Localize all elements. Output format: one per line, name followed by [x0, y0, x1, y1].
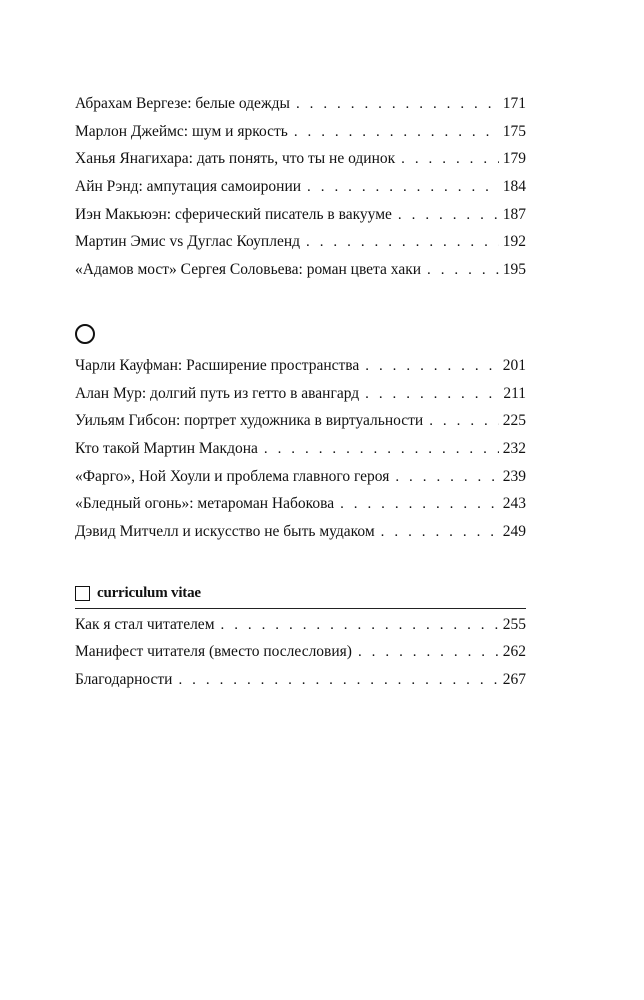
- toc-section-two: [75, 352, 526, 546]
- toc-entry-title: «Адамов мост» Сергея Соловьева: роман цвета хаки: [75, 261, 422, 279]
- toc-entry-title: Айн Рэнд: ампутация самоиронии: [75, 178, 302, 196]
- dot-leader: [307, 174, 499, 202]
- toc-entry-page: 179: [502, 150, 526, 168]
- toc-entry-page: 267: [502, 671, 526, 688]
- toc-entry[interactable]: [75, 201, 526, 229]
- toc-entry[interactable]: [75, 463, 526, 491]
- toc-entry-page: 201: [502, 356, 526, 374]
- toc-entry-title: Абрахам Вергезе: белые одежды: [75, 95, 290, 112]
- toc-entry[interactable]: [75, 380, 526, 408]
- dot-leader: [221, 612, 499, 640]
- section-heading-label: curriculum vitae: [97, 585, 201, 602]
- toc-entry-page: 232: [502, 439, 526, 457]
- toc-entry[interactable]: [75, 666, 526, 694]
- toc-entry-page: 187: [502, 205, 526, 223]
- dot-leader: [381, 519, 499, 547]
- toc-entry-page: 255: [502, 615, 526, 633]
- toc-entry-title: Мартин Эмис vs Дуглас Коупленд: [75, 233, 301, 251]
- dot-leader: [398, 202, 499, 230]
- dot-leader: [365, 353, 498, 381]
- toc-entry-page: 195: [502, 261, 526, 279]
- toc-entry[interactable]: [75, 490, 526, 518]
- toc-entry[interactable]: [75, 638, 526, 666]
- toc-entry[interactable]: [75, 118, 526, 146]
- toc-entry-title: Иэн Макьюэн: сферический писатель в вакууме: [75, 205, 392, 223]
- toc-entry-page: 239: [502, 467, 526, 485]
- toc-entry-page: 243: [502, 495, 526, 513]
- dot-leader: [306, 229, 499, 257]
- toc-entry[interactable]: [75, 90, 526, 118]
- toc-entry-page: 225: [502, 412, 526, 430]
- toc-entry-page: 249: [502, 522, 526, 540]
- section-heading: [75, 580, 526, 608]
- toc-entry-page: 184: [502, 178, 526, 196]
- toc-entry-title: «Фарго», Ной Хоули и проблема главного героя: [75, 467, 390, 485]
- toc-entry[interactable]: [75, 256, 526, 284]
- dot-leader: [365, 381, 499, 409]
- toc-entry-title: Кто такой Мартин Макдона: [75, 439, 258, 457]
- dot-leader: [178, 667, 498, 695]
- square-icon: [75, 586, 90, 601]
- toc-entry-page: 211: [503, 384, 526, 402]
- toc-section-three: [75, 611, 526, 694]
- divider: [75, 608, 526, 609]
- table-of-contents: [75, 90, 526, 694]
- toc-entry-page: 262: [502, 643, 526, 661]
- toc-entry[interactable]: [75, 228, 526, 256]
- dot-leader: [264, 436, 499, 464]
- toc-entry-title: Уильям Гибсон: портрет художника в виртуальности: [75, 412, 424, 430]
- toc-entry-title: «Бледный огонь»: метароман Набокова: [75, 495, 335, 513]
- toc-entry[interactable]: [75, 145, 526, 173]
- dot-leader: [429, 408, 499, 436]
- toc-entry[interactable]: [75, 611, 526, 639]
- toc-section-one: [75, 90, 526, 284]
- toc-entry-title: Чарли Кауфман: Расширение пространства: [75, 356, 360, 374]
- toc-entry-page: 175: [502, 122, 526, 140]
- toc-entry-title: Ханья Янагихара: дать понять, что ты не одинок: [75, 150, 396, 168]
- dot-leader: [294, 119, 499, 147]
- dot-leader: [395, 464, 498, 492]
- toc-entry[interactable]: [75, 407, 526, 435]
- toc-entry[interactable]: [75, 173, 526, 201]
- toc-entry-title: Алан Мур: долгий путь из гетто в авангард: [75, 384, 360, 402]
- dot-leader: [427, 257, 499, 285]
- dot-leader: [340, 491, 499, 519]
- circle-icon: [75, 324, 95, 344]
- toc-entry-title: Благодарности: [75, 671, 173, 688]
- toc-entry[interactable]: [75, 352, 526, 380]
- toc-entry-title: Дэвид Митчелл и искусство не быть мудаком: [75, 522, 375, 540]
- toc-entry-title: Манифест читателя (вместо послесловия): [75, 643, 352, 661]
- toc-entry-title: Марлон Джеймс: шум и яркость: [75, 122, 288, 140]
- dot-leader: [358, 639, 499, 667]
- toc-entry-page: 192: [502, 233, 526, 251]
- toc-entry[interactable]: [75, 435, 526, 463]
- dot-leader: [296, 91, 499, 119]
- toc-entry[interactable]: [75, 518, 526, 546]
- toc-entry-page: 171: [502, 95, 526, 112]
- toc-entry-title: Как я стал читателем: [75, 615, 215, 633]
- dot-leader: [401, 146, 499, 174]
